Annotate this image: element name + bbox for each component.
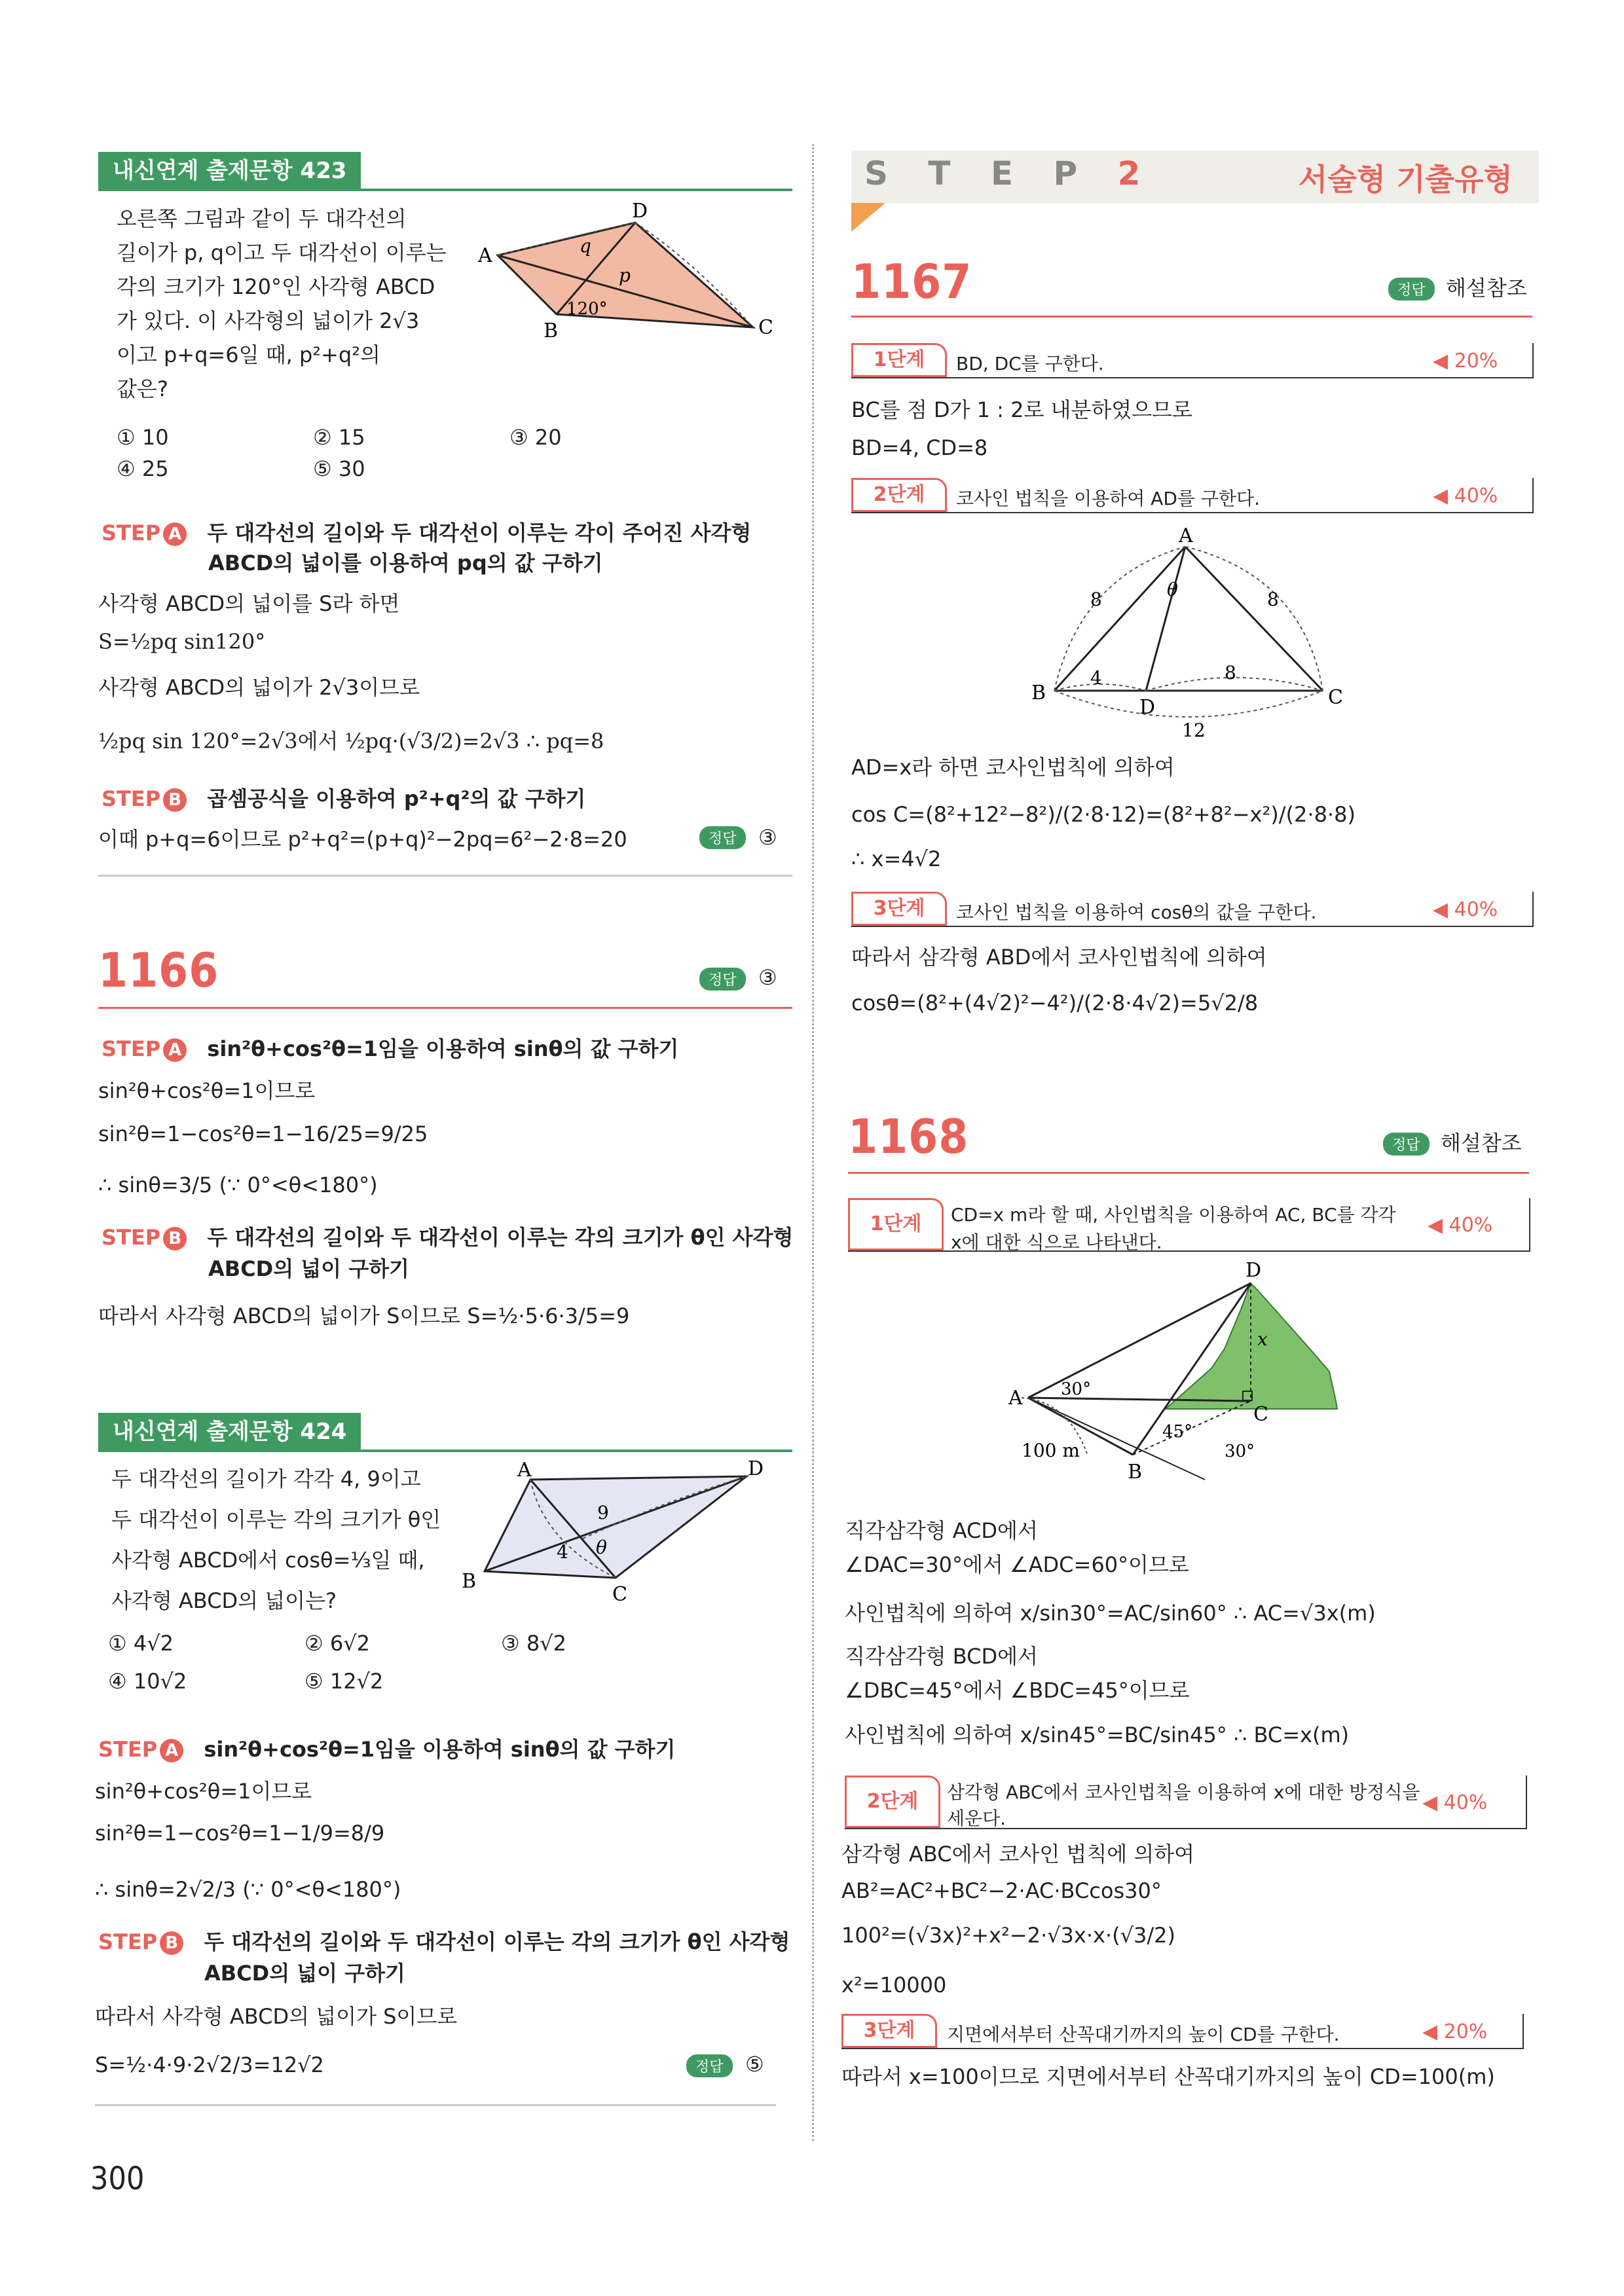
label-a: A [478, 244, 492, 267]
banner-underline [98, 1449, 792, 1452]
stage-2-text: 코사인 법칙을 이용하여 AD를 구한다. [956, 488, 1260, 509]
label-b: B [1031, 682, 1046, 704]
step-label: STEP [101, 786, 161, 811]
step-text: 두 대각선의 길이와 두 대각선이 이루는 각의 크기가 θ인 사각형 [207, 1225, 794, 1250]
step-letter: A [160, 1739, 183, 1762]
step-b-heading-cont: ABCD의 넓이 구하기 [208, 1256, 409, 1281]
label-a: A [517, 1459, 532, 1482]
question-line: 오른쪽 그림과 같이 두 대각선의 [117, 206, 407, 231]
step-text: 곱셈공식을 이용하여 p²+q²의 값 구하기 [207, 786, 586, 811]
answer-value: ⑤ [745, 2052, 764, 2077]
solution-line: 사각형 ABCD의 넓이를 S라 하면 [98, 591, 400, 616]
choice: ③ 20 [509, 425, 562, 450]
solution-line: 따라서 사각형 ABCD의 넓이가 S이므로 [95, 2004, 458, 2029]
label-9: 9 [597, 1502, 609, 1523]
stage-3-percent: ◀ 20% [1422, 2020, 1488, 2043]
banner-underline [98, 189, 792, 191]
problem-underline [98, 1007, 792, 1009]
step-letter: B [163, 788, 187, 812]
label-a: A [1179, 524, 1193, 547]
problem-underline [848, 1172, 1529, 1174]
stage-1-text: CD=x m라 할 때, 사인법칙을 이용하여 AC, BC를 각각 [951, 1204, 1396, 1226]
stage-2-text-cont: 세운다. [947, 1808, 1006, 1829]
solution-line: BD=4, CD=8 [851, 435, 988, 460]
problem-423-question [117, 202, 447, 406]
stage-2-percent: ◀ 40% [1422, 1791, 1488, 1814]
label-c: C [758, 316, 773, 339]
question-line: 이고 p+q=6일 때, p²+q²의 [117, 342, 380, 367]
label-c: C [1328, 686, 1343, 709]
choice: ① 10 [117, 425, 169, 450]
label-b: B [462, 1570, 477, 1593]
label-45deg: 45° [1162, 1422, 1193, 1442]
step-a-heading [101, 1036, 678, 1062]
solution-line: cosθ=(8²+(4√2)²−4²)/(2·8·4√2)=5√2/8 [851, 991, 1259, 1015]
label-theta: θ [1167, 579, 1178, 600]
label-d: D [748, 1457, 764, 1480]
answer-badge: 정답 [1383, 1133, 1430, 1156]
step2-header [851, 151, 1539, 203]
step-label: STEP [101, 520, 161, 545]
section-separator [98, 875, 792, 877]
solution-line: 직각삼각형 ACD에서 [845, 1518, 1038, 1543]
solution-line: 이때 p+q=6이므로 p²+q²=(p+q)²−2pq=6²−2·8=20 [98, 827, 627, 852]
quadrilateral-figure-423 [471, 203, 779, 347]
solution-line: 100²=(√3x)²+x²−2·√3x·x·(√3/2) [841, 1923, 1175, 1948]
step-b-heading [101, 786, 585, 812]
step-letter: A [163, 522, 187, 546]
stage-1-percent: ◀ 40% [1428, 1214, 1493, 1237]
solution-line: ∠DAC=30°에서 ∠ADC=60°이므로 [845, 1552, 1189, 1577]
stage-1-text: BD, DC를 구한다. [956, 353, 1104, 374]
step-word: S T E P 2 [864, 155, 1155, 192]
solution-line: AD=x라 하면 코사인법칙에 의하여 [851, 755, 1175, 780]
label-b: B [544, 319, 559, 342]
problem-underline [851, 316, 1532, 318]
solution-line: 따라서 x=100이므로 지면에서부터 산꼭대기까지의 높이 CD=100(m) [841, 2064, 1495, 2089]
solution-line: S=½pq sin120° [98, 629, 266, 654]
problem-number: 1166 [98, 943, 219, 998]
step-b-heading [101, 1224, 793, 1250]
stage-1-box: 1단계 [851, 343, 947, 377]
label-8: 8 [1267, 589, 1279, 610]
label-8: 8 [1225, 662, 1236, 683]
label-theta: θ [596, 1537, 607, 1558]
step-a-heading-cont: ABCD의 넓이를 이용하여 pq의 값 구하기 [208, 551, 603, 575]
solution-line: 사인법칙에 의하여 x/sin45°=BC/sin45° ∴ BC=x(m) [845, 1722, 1350, 1747]
question-line: 가 있다. 이 사각형의 넓이가 2√3 [117, 308, 420, 333]
stage-3-percent: ◀ 40% [1433, 898, 1498, 921]
label-4: 4 [1090, 667, 1102, 689]
solution-line: ∴ sinθ=2√2/3 (∵ 0°<θ<180°) [95, 1877, 401, 1902]
choice: ③ 8√2 [501, 1631, 566, 1656]
choice: ⑤ 30 [313, 456, 365, 481]
step-label: STEP [98, 1929, 158, 1954]
label-12: 12 [1182, 720, 1206, 741]
dashed-arc [1054, 691, 1323, 717]
stage-row [851, 343, 1534, 378]
label-a: A [1008, 1387, 1023, 1410]
label-c: C [612, 1583, 627, 1606]
solution-line: 직각삼각형 BCD에서 [845, 1644, 1038, 1669]
stage-2-box: 2단계 [851, 478, 947, 512]
solution-line: sin²θ=1−cos²θ=1−16/25=9/25 [98, 1121, 428, 1146]
solution-line: sin²θ=1−cos²θ=1−1/9=8/9 [95, 1821, 385, 1846]
problem-424-banner: 내신연계 출제문항 424 [98, 1413, 361, 1451]
choice: ① 4√2 [108, 1631, 174, 1656]
solution-line: 삼각형 ABC에서 코사인 법칙에 의하여 [841, 1842, 1195, 1867]
solution-line: 따라서 삼각형 ABD에서 코사인법칙에 의하여 [851, 945, 1267, 970]
step-text: sin²θ+cos²θ=1임을 이용하여 sinθ의 값 구하기 [204, 1737, 676, 1762]
step-label: STEP [101, 1036, 161, 1061]
page-number: 300 [90, 2160, 145, 2197]
step-text: 두 대각선의 길이와 두 대각선이 이루는 각의 크기가 θ인 사각형 [204, 1929, 790, 1954]
problem-number: 1168 [848, 1109, 969, 1164]
label-30deg: 30° [1061, 1379, 1092, 1399]
stage-3-box: 3단계 [841, 2014, 937, 2048]
choice: ④ 10√2 [108, 1669, 187, 1694]
header-title: 서술형 기출유형 [1298, 162, 1513, 197]
answer-badge: 정답 [699, 968, 746, 991]
problem-424-question [111, 1459, 441, 1621]
label-x: x [1257, 1328, 1268, 1350]
solution-line: sin²θ+cos²θ=1이므로 [95, 1779, 312, 1804]
answer-value: ③ [758, 965, 777, 990]
mountain-figure-1168 [1008, 1257, 1414, 1493]
stage-1-box: 1단계 [848, 1198, 944, 1250]
step-text: sin²θ+cos²θ=1임을 이용하여 sinθ의 값 구하기 [207, 1036, 679, 1061]
step-text: 두 대각선의 길이와 두 대각선이 이루는 각이 주어진 사각형 [207, 520, 752, 545]
label-p: p [619, 264, 631, 286]
problem-423-banner: 내신연계 출제문항 423 [98, 152, 361, 190]
stage-3-text: 지면에서부터 산꼭대기까지의 높이 CD를 구한다. [947, 2024, 1340, 2045]
step-label: STEP [98, 1737, 158, 1762]
label-120: 120° [566, 299, 608, 319]
solution-line: ∴ sinθ=3/5 (∵ 0°<θ<180°) [98, 1173, 378, 1197]
solution-line: 사인법칙에 의하여 x/sin30°=AC/sin60° ∴ AC=√3x(m) [845, 1601, 1376, 1626]
section-separator [95, 2104, 776, 2106]
problem-number: 1167 [851, 254, 972, 309]
question-line: 길이가 p, q이고 두 대각선이 이루는 [117, 240, 447, 265]
solution-line: S=½·4·9·2√2/3=12√2 [95, 2052, 324, 2077]
solution-line: ∠DBC=45°에서 ∠BDC=45°이므로 [845, 1678, 1190, 1703]
label-d: D [1139, 696, 1156, 719]
label-8: 8 [1090, 589, 1102, 610]
step-b-heading [98, 1929, 790, 1955]
question-line: 사각형 ABCD의 넓이는? [111, 1588, 337, 1613]
question-line: 두 대각선이 이루는 각의 크기가 θ인 [111, 1507, 441, 1532]
step-letter: B [160, 1931, 183, 1955]
label-d: D [632, 203, 648, 223]
choice: ④ 25 [117, 456, 169, 481]
stage-3-box: 3단계 [851, 892, 947, 926]
answer-badge: 정답 [1388, 278, 1435, 301]
triangle-figure-1167 [1015, 524, 1369, 746]
solution-line: AB²=AC²+BC²−2·AC·BCcos30° [841, 1878, 1162, 1903]
label-4: 4 [557, 1541, 568, 1563]
label-d: D [1246, 1259, 1262, 1282]
question-line: 각의 크기가 120°인 사각형 ABCD [117, 274, 435, 299]
solution-line: ∴ x=4√2 [851, 847, 942, 871]
label-b: B [1128, 1461, 1143, 1484]
solution-line: ½pq sin 120°=2√3에서 ½pq·(√3/2)=2√3 ∴ pq=8 [98, 729, 604, 754]
stage-3-text: 코사인 법칙을 이용하여 cosθ의 값을 구한다. [956, 902, 1317, 923]
stage-2-box: 2단계 [845, 1776, 940, 1828]
side-ac [1185, 547, 1323, 691]
stage-1-percent: ◀ 20% [1433, 350, 1498, 373]
label-q: q [580, 235, 591, 257]
step-letter: B [163, 1227, 187, 1250]
choice: ② 15 [313, 425, 365, 450]
choice: ② 6√2 [304, 1631, 370, 1656]
answer-value: ③ [758, 825, 777, 850]
quadrilateral-figure-424 [452, 1457, 773, 1627]
step-letter: A [163, 1038, 187, 1062]
answer-badge: 정답 [686, 2054, 733, 2077]
answer-badge: 정답 [699, 826, 746, 849]
answer-text: 해설참조 [1446, 276, 1527, 301]
solution-line: x²=10000 [841, 1973, 947, 1997]
step-a-heading [101, 520, 751, 546]
step-b-heading-cont: ABCD의 넓이 구하기 [204, 1961, 405, 1986]
stage-1-text-cont: x에 대한 식으로 나타낸다. [951, 1231, 1162, 1253]
label-30deg-b: 30° [1225, 1442, 1255, 1461]
question-line: 두 대각선의 길이가 각각 4, 9이고 [111, 1467, 421, 1491]
solution-line: BC를 점 D가 1 : 2로 내분하였으므로 [851, 397, 1192, 422]
column-divider [812, 144, 814, 2141]
solution-line: 따라서 사각형 ABCD의 넓이가 S이므로 S=½·5·6·3/5=9 [98, 1303, 630, 1328]
header-corner-triangle [851, 203, 885, 232]
solution-line: 사각형 ABCD의 넓이가 2√3이므로 [98, 675, 420, 700]
question-line: 사각형 ABCD에서 cosθ=⅓일 때, [111, 1548, 425, 1573]
step-label: STEP [101, 1225, 161, 1250]
solution-line: sin²θ+cos²θ=1이므로 [98, 1078, 316, 1103]
step-a-heading [98, 1736, 675, 1762]
stage-2-percent: ◀ 40% [1433, 484, 1498, 507]
label-c: C [1253, 1403, 1268, 1426]
answer-text: 해설참조 [1441, 1131, 1522, 1156]
stage-2-text: 삼각형 ABC에서 코사인법칙을 이용하여 x에 대한 방정식을 [947, 1781, 1420, 1803]
solution-line: cos C=(8²+12²−8²)/(2·8·12)=(8²+8²−x²)/(2·8·8) [851, 802, 1356, 827]
question-line: 값은? [117, 376, 168, 401]
choice: ⑤ 12√2 [304, 1669, 384, 1694]
label-100m: 100 m [1022, 1440, 1080, 1461]
